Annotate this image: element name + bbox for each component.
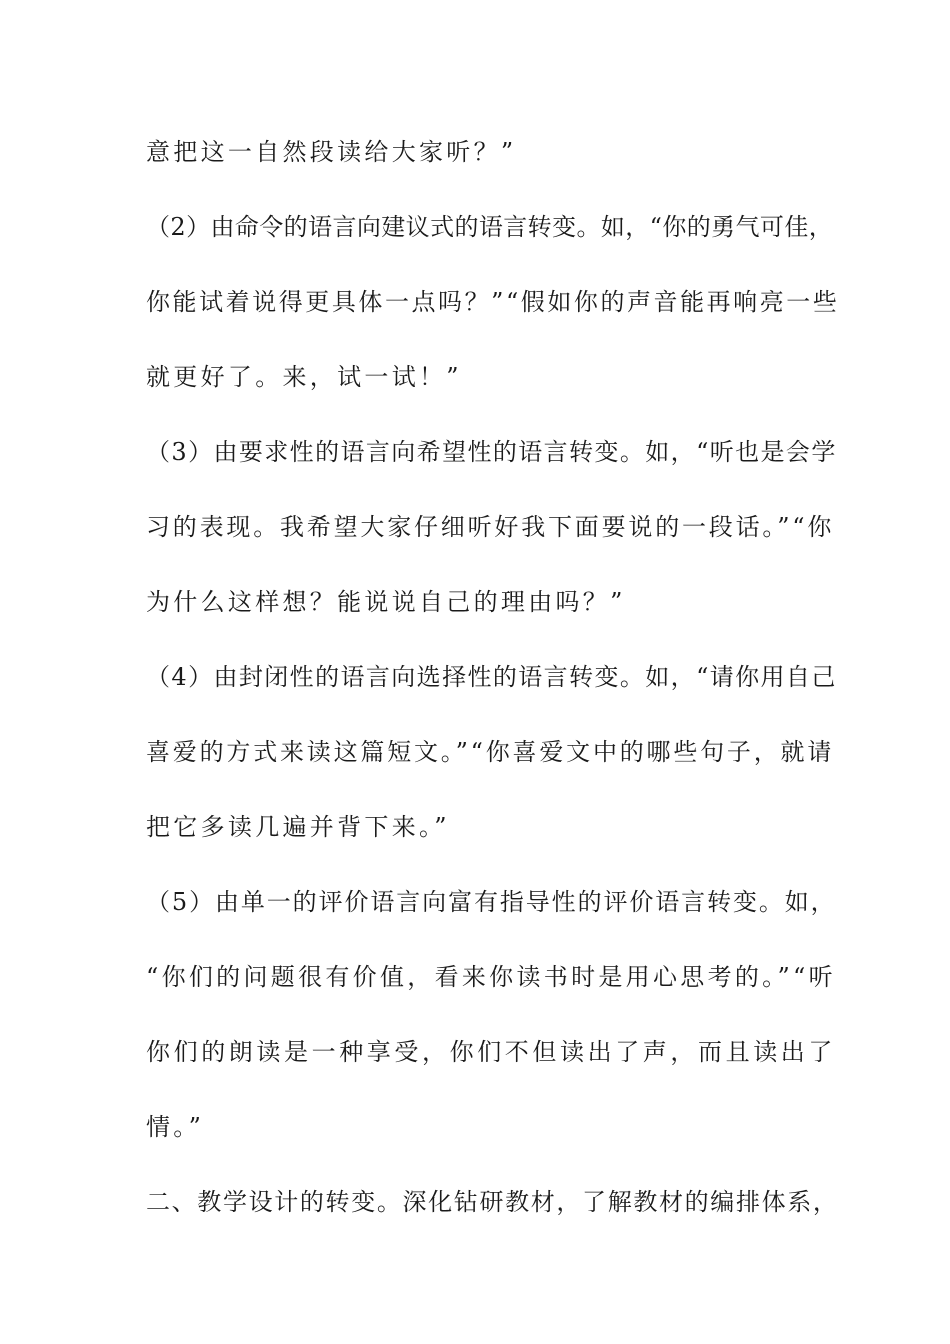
text-line: （2）由命令的语言向建议式的语言转变。如，“你的勇气可佳， [146,213,834,241]
text-line: 二、教学设计的转变。深化钻研教材，了解教材的编排体系， [146,1188,839,1216]
text-line: 把它多读几遍并背下来。” [146,813,450,841]
text-line: 意把这一自然段读给大家听？” [146,138,517,166]
text-line: 习的表现。我希望大家仔细听好我下面要说的一段话。”“你 [146,513,835,541]
text-line: （5）由单一的评价语言向富有指导性的评价语言转变。如， [146,888,837,916]
text-line: 你能试着说得更具体一点吗？”“假如你的声音能再响亮一些 [146,288,840,316]
text-line: “你们的问题很有价值，看来你读书时是用心思考的。”“听 [146,963,836,991]
text-line: （3）由要求性的语言向希望性的语言转变。如，“听也是会学 [146,438,837,466]
text-line: 情。” [146,1113,205,1141]
text-line: （4）由封闭性的语言向选择性的语言转变。如，“请你用自己 [146,663,837,691]
text-line: 喜爱的方式来读这篇短文。”“你喜爱文中的哪些句子，就请 [146,738,835,766]
text-line: 为什么这样想？能说说自己的理由吗？” [146,588,626,616]
text-line: 就更好了。来，试一试！” [146,363,462,391]
text-line: 你们的朗读是一种享受，你们不但读出了声，而且读出了 [146,1038,836,1066]
